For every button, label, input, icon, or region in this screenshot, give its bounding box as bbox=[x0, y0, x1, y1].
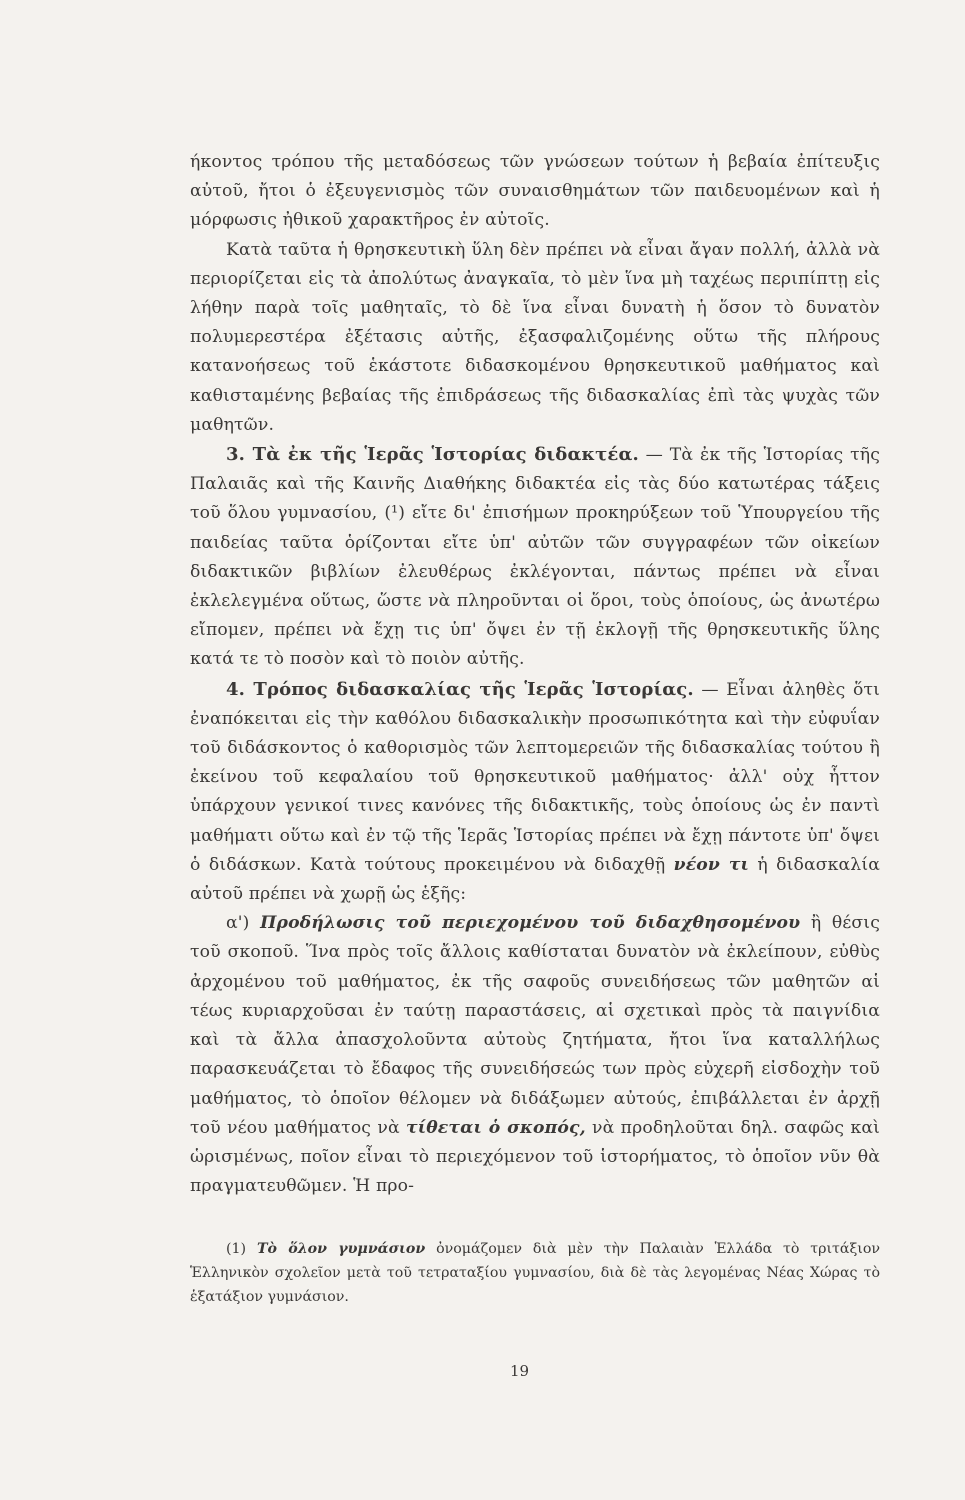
section-4-text-b: ἡ διδασκαλία αὐτοῦ πρέπει νὰ χωρῇ ὡς ἑξῆς: bbox=[190, 854, 880, 905]
item-a-text-a: ἢ θέσις τοῦ σκοποῦ. Ἵνα πρὸς τοῖς ἄλλοις καθίσταται δυνατὸν νὰ ἐκλείπουν, εὐθὺς ἀρχομένου τοῦ μαθήματος, ἐκ τῆς σαφοῦς συνειδήσεως τῶν μαθητῶν αἱ τέως κυριαρχοῦσαι ἐν ταύτῃ παραστάσεις, αἱ σχετικαὶ πρὸς τὰ παιγνίδια καὶ τὰ ἄλλα ἀπασχολοῦντα αὐτοὺς ζητήματα, ἤτοι ἵνα καταλλήλως παρασκευάζεται τὸ ἔδαφος τῆς συνειδήσεώς των πρὸς εὐχερῆ εἰσδοχὴν τοῦ μαθήματος, τὸ ὁποῖον θέλομεν νὰ διδάξωμεν αὐτούς, ἐπιβάλλεται ἐν ἀρχῇ τοῦ νέου μαθήματος νὰ bbox=[190, 913, 880, 1138]
item-a-paragraph bbox=[190, 909, 880, 1201]
main-text bbox=[190, 148, 880, 1201]
footnote-text: ὀνομάζομεν διὰ μὲν τὴν Παλαιὰν Ἑλλάδα τὸ τριτάξιον Ἑλληνικὸν σχολεῖον μετὰ τοῦ τετραταξίου γυμνασίου, διὰ δὲ τὰς λεγομένας Νέας Χώρας τὸ ἑξατάξιον γυμνάσιον. bbox=[190, 1241, 881, 1305]
footnote-term: Τὸ ὅλον γυμνάσιον bbox=[256, 1241, 426, 1257]
section-4-text-a: — Εἶναι ἀληθὲς ὅτι ἐναπόκειται εἰς τὴν καθόλου διδασκαλικὴν προσωπικότητα καὶ τὴν εὐφυΐαν τοῦ διδάσκοντος ὁ καθορισμὸς τῶν λεπτομερειῶν τῆς διδασκαλίας τούτου ἢ ἐκείνου τοῦ κεφαλαίου τοῦ θρησκευτικοῦ μαθήματος· ἀλλ' οὐχ ἧττον ὑπάρχουν γενικοί τινες κανόνες τῆς διδακτικῆς, τοὺς ὁποίους ὡς ἐν παντὶ μαθήματι οὕτω καὶ ἐν τῷ τῆς Ἱερᾶς Ἱστορίας πρέπει νὰ ἔχῃ πάντοτε ὑπ' ὄψει ὁ διδάσκων. Κατὰ τούτους προκειμένου νὰ διδαχθῇ bbox=[190, 679, 880, 875]
section-3-heading: 3. Τὰ ἐκ τῆς Ἱερᾶς Ἱστορίας διδακτέα. bbox=[226, 444, 639, 466]
section-4-paragraph bbox=[190, 675, 880, 910]
item-a-heading: Προδήλωσις τοῦ περιεχομένου τοῦ διδαχθησομένου bbox=[260, 913, 801, 934]
item-a-text-b: νὰ προδηλοῦται δηλ. σαφῶς καὶ ὡρισμένως, ποῖον εἶναι τὸ περιεχόμενον τοῦ ἱστορήματος, τὸ ὁποῖον νῦν θὰ πραγματευθῶμεν. Ἡ προ- bbox=[190, 1117, 880, 1197]
intro-paragraph: ήκοντος τρόπου τῆς μεταδόσεως τῶν γνώσεων τούτων ἡ βεβαία ἐπίτευξις αὐτοῦ, ἤτοι ὁ ἐξευγενισμὸς τῶν συναισθημάτων τῶν παιδευομένων καὶ ἡ μόρφωσις ἠθικοῦ χαρακτῆρος ἐν αὐτοῖς. bbox=[190, 152, 880, 231]
footnote-marker: (1) bbox=[226, 1241, 247, 1257]
item-a-emphasis: τίθεται ὁ σκοπός, bbox=[406, 1117, 586, 1138]
page-number: 19 bbox=[510, 1362, 530, 1380]
kata-paragraph: Κατὰ ταῦτα ἡ θρησκευτικὴ ὕλη δὲν πρέπει νὰ εἶναι ἄγαν πολλή, ἀλλὰ νὰ περιορίζεται εἰς τὰ ἀπολύτως ἀναγκαῖα, τὸ μὲν ἵνα μὴ ταχέως περιπίπτῃ εἰς λήθην παρὰ τοῖς μαθηταῖς, τὸ δὲ ἵνα εἶναι δυνατὴ ἡ ὅσον τὸ δυνατὸν πολυμερεστέρα ἐξέτασις αὐτῆς, ἐξασφαλιζομένης οὕτω τῆς πλήρους κατανοήσεως τοῦ ἑκάστοτε διδασκομένου θρησκευτικοῦ μαθήματος καὶ καθισταμένης βεβαίας τῆς ἐπιδράσεως τῆς διδασκαλίας ἐπὶ τὰς ψυχὰς τῶν μαθητῶν. bbox=[190, 239, 880, 435]
footnote bbox=[190, 1237, 880, 1309]
section-3-text: — Τὰ ἐκ τῆς Ἱστορίας τῆς Παλαιᾶς καὶ τῆς Καινῆς Διαθήκης διδακτέα εἰς τὰς δύο κατωτέρας τάξεις τοῦ ὅλου γυμνασίου, (¹) εἴτε δι' ἐπισήμων προκηρύξεων τοῦ Ὑπουργείου τῆς παιδείας ταῦτα ὁρίζονται εἴτε ὑπ' αὐτῶν τῶν συγγραφέων τῶν οἰκείων διδακτικῶν βιβλίων ἐλευθέρως ἐκλέγονται, πάντως πρέπει νὰ εἶναι ἐκλελεγμένα οὕτως, ὥστε νὰ πληροῦνται οἱ ὅροι, τοὺς ὁποίους, ὡς ἀνωτέρω εἴπομεν, πρέπει νὰ ἔχῃ τις ὑπ' ὄψει ἐν τῇ ἐκλογῇ τῆς θρησκευτικῆς ὕλης κατά τε τὸ ποσὸν καὶ τὸ ποιὸν αὐτῆς. bbox=[190, 445, 880, 670]
section-4-emphasis: νέον τι bbox=[673, 854, 750, 875]
section-4-heading: 4. Τρόπος διδασκαλίας τῆς Ἱερᾶς Ἱστορίας. bbox=[226, 678, 694, 700]
section-3-paragraph bbox=[190, 440, 880, 675]
item-a-label: α') bbox=[226, 913, 250, 934]
